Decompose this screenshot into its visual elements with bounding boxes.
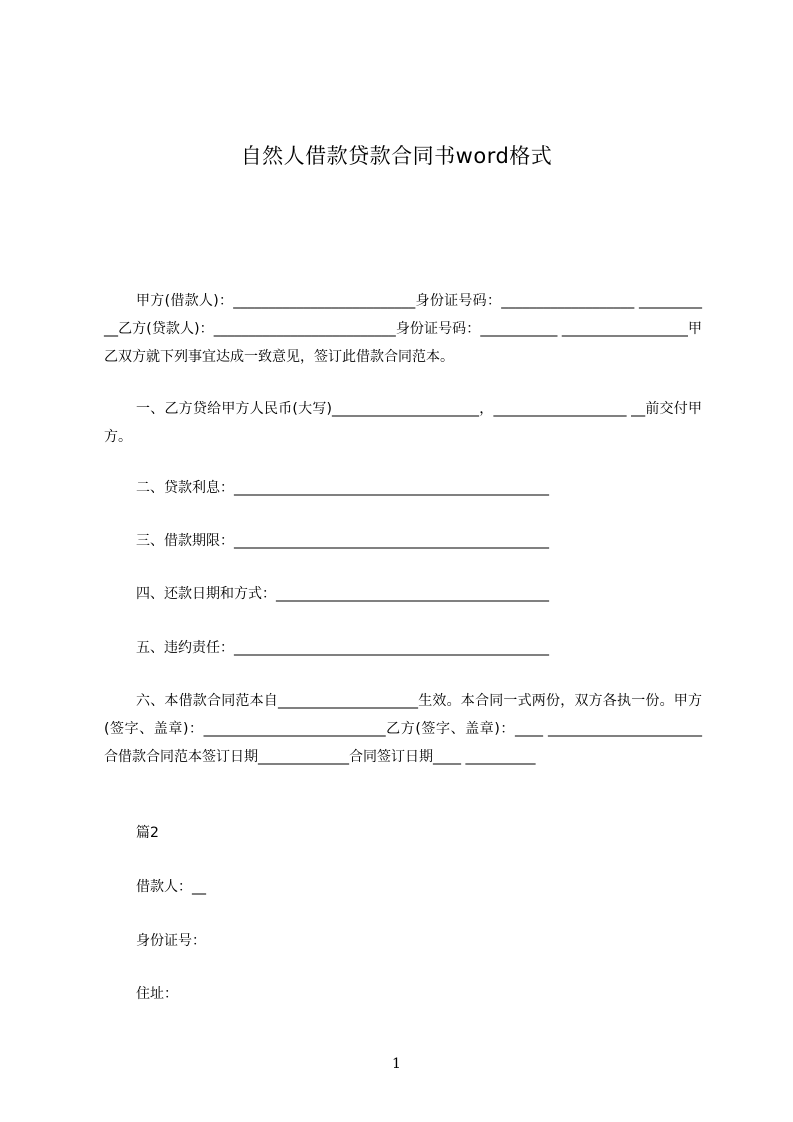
parties-paragraph: 甲方(借款人)：__________________________身份证号码：___________________ ___________乙方(贷款人)：__________________________身份证号码：___________ __________________甲乙双方就下列事宜达成一致意见，签订此借款合同范本。 [104,293,702,365]
address-field: 住址： [136,986,178,1002]
section-heading: 篇2 [136,825,159,841]
borrower-field: 借款人：__ [136,879,206,895]
page-number: 1 [392,1056,401,1072]
clause-interest: 二、贷款利息：_____________________________________________ [136,480,549,496]
clause-loan-amount: 一、乙方贷给甲方人民币(大写)_____________________，___________________ __前交付甲方。 [104,401,702,445]
clause-liability: 五、违约责任：_____________________________________________ [136,640,549,656]
clause-repayment: 四、还款日期和方式：_______________________________________ [136,586,549,602]
clause-term: 三、借款期限：_____________________________________________ [136,533,549,549]
id-number-field: 身份证号： [136,933,206,949]
clause-effective-signatures: 六、本借款合同范本自____________________生效。本合同一式两份，双方各执一份。甲方(签字、盖章)：__________________________乙方(签字、盖章)：____ ______________________合借款合同范本签订日期_____________合同签订日期____ __________ [104,693,702,765]
document-title: 自然人借款贷款合同书word格式 [240,144,553,168]
